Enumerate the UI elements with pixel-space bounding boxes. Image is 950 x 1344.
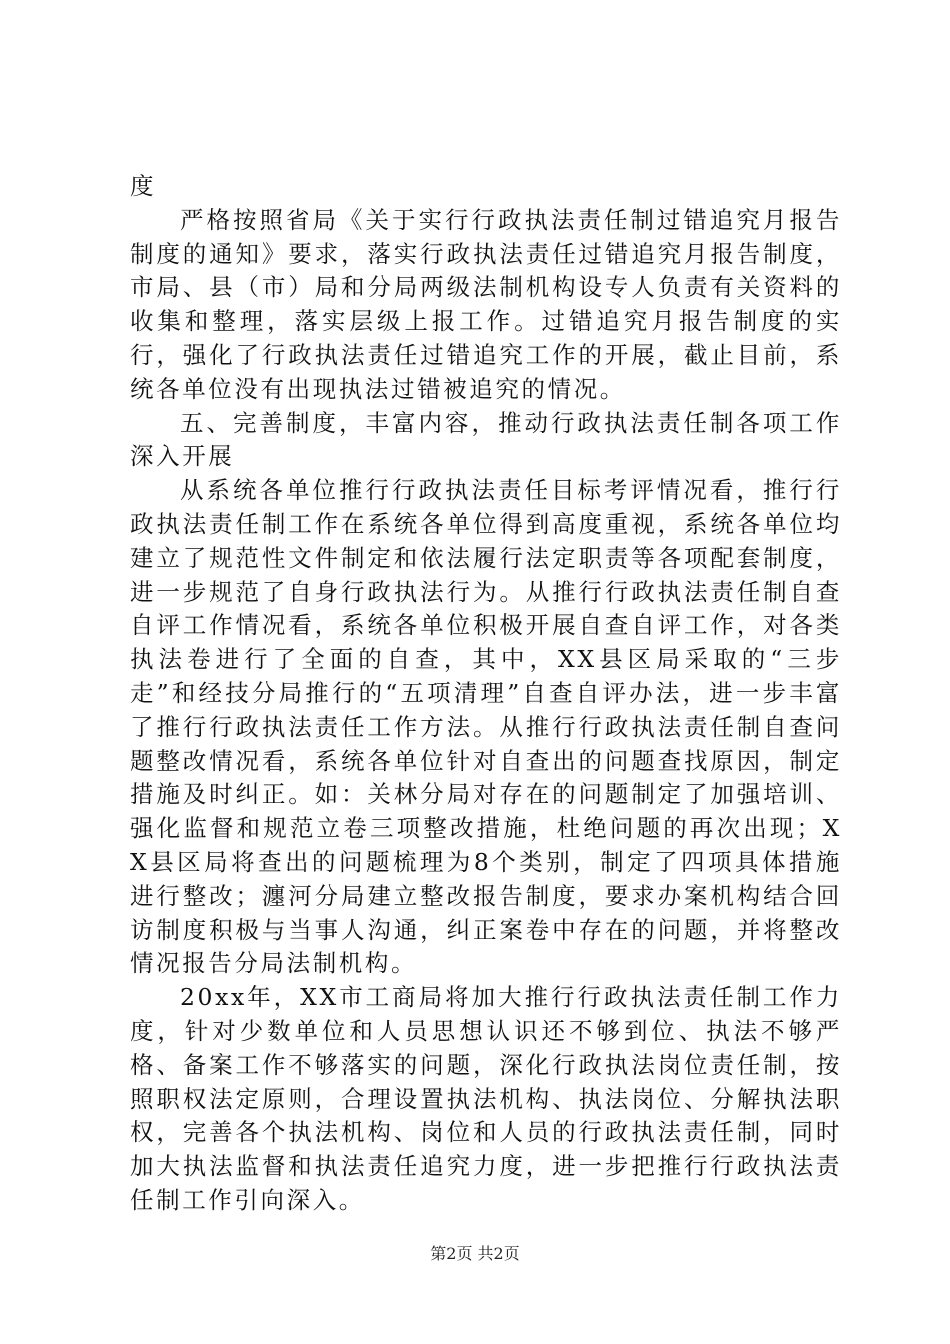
paragraph-self-evaluation: 从系统各单位推行行政执法责任目标考评情况看，推行行政执法责任制工作在系统各单位得到高度重视，系统各单位均建立了规范性文件制定和依法履行法定职责等各项配套制度，进一步规范了自身行政执法行为。从推行行政执法责任制自查自评工作情况看，系统各单位积极开展自查自评工作，对各类执法卷进行了全面的自查，其中，XX县区局采取的“三步走”和经技分局推行的“五项清理”自查自评办法，进一步丰富了推行行政执法责任工作方法。从推行行政执法责任制自查问题整改情况看，系统各单位针对自查出的问题查找原因，制定措施及时纠正。如：关林分局对存在的问题制定了加强培训、强化监督和规范立卷三项整改措施，杜绝问题的再次出现；XX县区局将查出的问题梳理为8个类别，制定了四项具体措施进行整改；瀍河分局建立整改报告制度，要求办案机构结合回访制度积极与当事人沟通，纠正案卷中存在的问题，并将整改情况报告分局法制机构。 bbox=[130, 476, 842, 978]
paragraph-continuation: 度 bbox=[130, 172, 157, 200]
page-footer: 第2页 共2页 bbox=[430, 1244, 520, 1263]
paragraph-report-system: 严格按照省局《关于实行行政执法责任制过错追究月报告制度的通知》要求，落实行政执法责任过错追究月报告制度，市局、县（市）局和分局两级法制机构设专人负责有关资料的收集和整理，落实层级上报工作。过错追究月报告制度的实行，强化了行政执法责任过错追究工作的开展，截止目前，系统各单位没有出现执法过错被追究的情况。 bbox=[130, 205, 842, 403]
section-heading-five: 五、完善制度，丰富内容，推动行政执法责任制各项工作深入开展 bbox=[130, 408, 842, 471]
paragraph-future-plan: 20xx年，XX市工商局将加大推行行政执法责任制工作力度，针对少数单位和人员思想认识还不够到位、执法不够严格、备案工作不够落实的问题，深化行政执法岗位责任制，按照职权法定原则，合理设置执法机构、执法岗位、分解执法职权，完善各个执法机构、岗位和人员的行政执法责任制，同时加大执法监督和执法责任追究力度，进一步把推行行政执法责任制工作引向深入。 bbox=[130, 983, 842, 1214]
document-body bbox=[130, 170, 842, 1218]
